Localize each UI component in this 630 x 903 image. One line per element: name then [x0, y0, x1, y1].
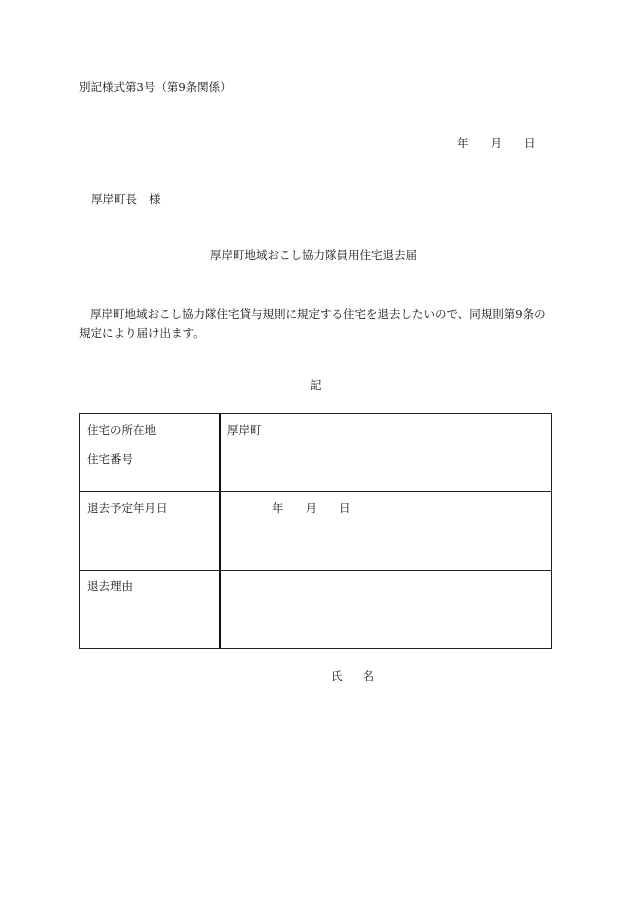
- move-date-month-label: 月: [305, 501, 317, 515]
- reason-field[interactable]: [227, 581, 542, 641]
- number-label: 住宅番号: [87, 452, 133, 466]
- addressee-name: 厚岸町長: [91, 192, 137, 206]
- record-table: [79, 413, 552, 649]
- location-value-field[interactable]: 厚岸町: [227, 423, 262, 437]
- addressee-honorific: 様: [149, 192, 161, 206]
- date-day-label: 日: [524, 136, 536, 150]
- table-row-reason: [80, 571, 551, 648]
- addressee: [91, 194, 161, 206]
- form-number: 別記様式第3号（第9条関係）: [79, 80, 232, 94]
- move-date-year-label: 年: [272, 501, 284, 515]
- column-divider: [219, 414, 221, 491]
- column-divider: [219, 571, 221, 648]
- name-shi: 氏: [331, 669, 343, 683]
- document-title: 厚岸町地域おこし協力隊員用住宅退去届: [210, 248, 417, 262]
- move-date-field[interactable]: [272, 503, 351, 515]
- date-month-label: 月: [490, 136, 502, 150]
- move-date-label: 退去予定年月日: [87, 501, 168, 515]
- column-divider: [219, 492, 221, 570]
- date-year-label: 年: [457, 136, 469, 150]
- signature-name-line: [331, 671, 374, 683]
- body-paragraph: 厚岸町地域おこし協力隊住宅貸与規則に規定する住宅を退去したいので、同規則第9条の規定により届け出ます。: [79, 307, 546, 340]
- table-row-location: [80, 414, 551, 492]
- location-label: 住宅の所在地: [87, 423, 156, 437]
- move-date-day-label: 日: [339, 501, 351, 515]
- ki-heading: 記: [310, 378, 322, 392]
- reason-label: 退去理由: [87, 579, 133, 593]
- submission-date: [457, 138, 536, 150]
- name-mei: 名: [362, 669, 374, 683]
- table-row-move-date: [80, 492, 551, 571]
